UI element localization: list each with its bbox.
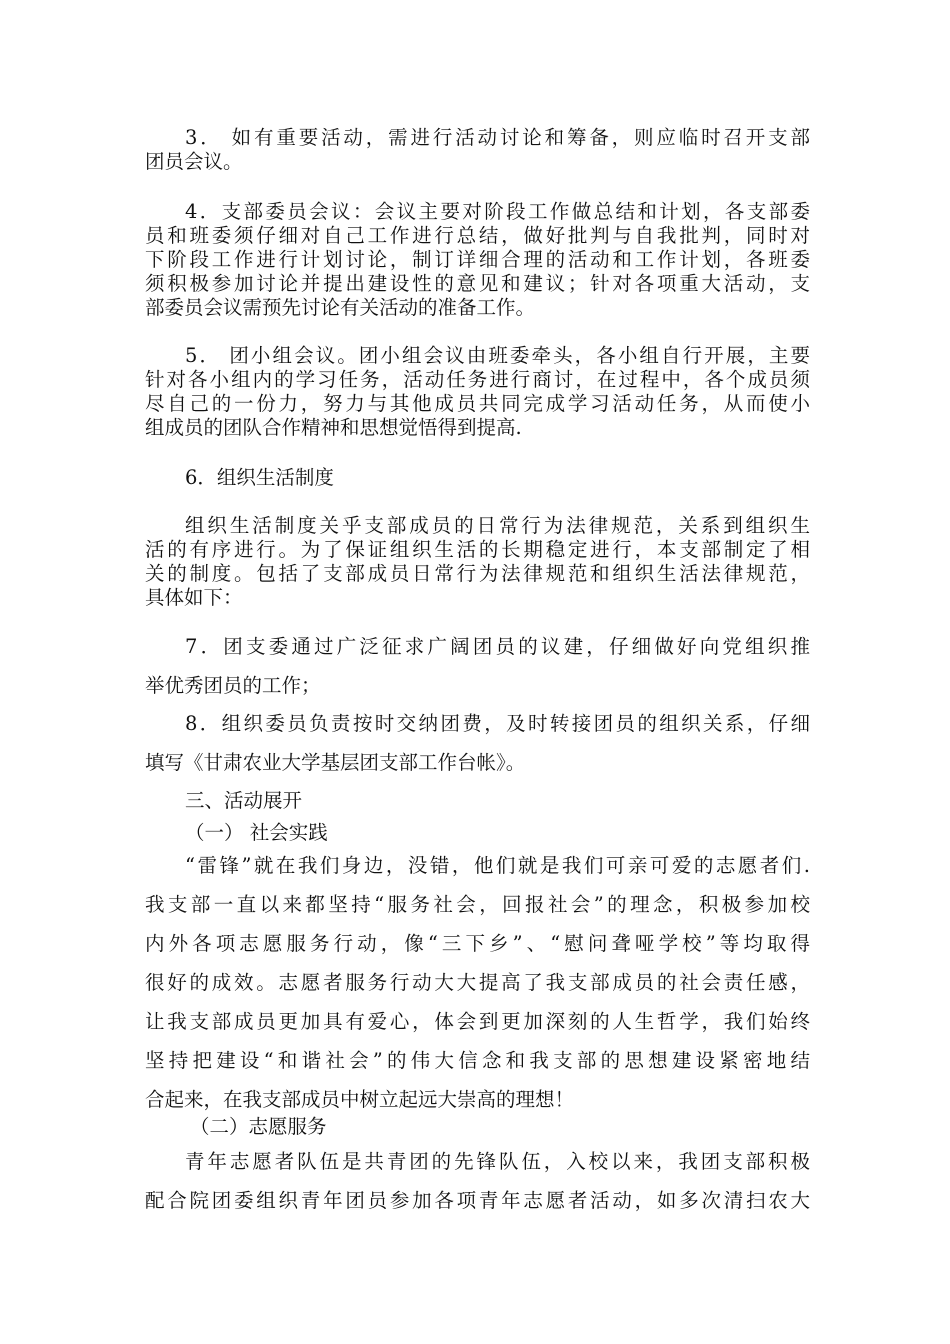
text-line: 三、活动展开 xyxy=(185,789,303,812)
text-line: 下阶段工作进行计划讨论，制订详细合理的活动和工作计划，各班委 xyxy=(145,248,810,271)
text-line: 关的制度。包括了支部成员日常行为法律规范和组织生活法律规范， xyxy=(145,562,810,585)
text-line: 活的有序进行。为了保证组织生活的长期稳定进行，本支部制定了相 xyxy=(145,538,810,561)
text-line: 合起来，在我支部成员中树立起远大崇高的理想！ xyxy=(145,1088,575,1111)
text-line: 组成员的团队合作精神和思想觉悟得到提高. xyxy=(145,416,522,439)
text-line: 3． 如有重要活动，需进行活动讨论和筹备，则应临时召开支部 xyxy=(185,126,810,149)
text-line: 组织生活制度关乎支部成员的日常行为法律规范，关系到组织生 xyxy=(185,514,810,537)
text-line: 让我支部成员更加具有爱心，体会到更加深刻的人生哲学，我们始终 xyxy=(145,1010,810,1033)
text-line: 坚持把建设“和谐社会”的伟大信念和我支部的思想建设紧密地结 xyxy=(145,1049,810,1072)
text-line: 青年志愿者队伍是共青团的先锋队伍，入校以来，我团支部积极 xyxy=(185,1150,810,1173)
paragraph-8 xyxy=(145,704,810,782)
paragraph-4 xyxy=(145,200,810,320)
paragraph-10 xyxy=(145,1142,810,1220)
text-line: 内外各项志愿服务行动，像“三下乡”、“慰问聋哑学校”等均取得 xyxy=(145,932,810,955)
text-line: 6．组织生活制度 xyxy=(185,466,334,489)
text-line: “雷锋”就在我们身边，没错，他们就是我们可亲可爱的志愿者们. xyxy=(185,854,810,877)
text-line: 举优秀团员的工作； xyxy=(145,674,321,697)
paragraph-7 xyxy=(145,627,810,705)
text-line: 须积极参加讨论并提出建设性的意见和建议；针对各项重大活动，支 xyxy=(145,272,810,295)
text-line: 尽自己的一份力，努力与其他成员共同完成学习活动任务，从而使小 xyxy=(145,392,810,415)
text-line: 针对各小组内的学习任务，活动任务进行商讨，在过程中，各个成员须 xyxy=(145,368,810,391)
text-line: 7．团支委通过广泛征求广阔团员的议建，仔细做好向党组织推 xyxy=(185,635,810,658)
text-line: （一） 社会实践 xyxy=(185,821,328,844)
text-line: 员和班委须仔细对自己工作进行总结，做好批判与自我批判，同时对 xyxy=(145,224,810,247)
text-line: 团员会议。 xyxy=(145,150,243,173)
text-line: 我支部一直以来都坚持“服务社会，回报社会”的理念，积极参加校 xyxy=(145,893,810,916)
text-line: （二）志愿服务 xyxy=(190,1115,327,1138)
text-line: 填写《甘肃农业大学基层团支部工作台帐》。 xyxy=(145,751,526,774)
paragraph-9 xyxy=(145,846,810,1119)
text-line: 部委员会议需预先讨论有关活动的准备工作。 xyxy=(145,296,536,319)
text-line: 很好的成效。志愿者服务行动大大提高了我支部成员的社会责任感， xyxy=(145,971,810,994)
text-line: 配合院团委组织青年团员参加各项青年志愿者活动，如多次清扫农大 xyxy=(145,1189,810,1212)
paragraph-3 xyxy=(145,126,810,174)
text-line: 具体如下： xyxy=(145,586,243,609)
heading-6 xyxy=(145,466,810,490)
subheading-2 xyxy=(145,1107,810,1146)
text-line: 4．支部委员会议：会议主要对阶段工作做总结和计划，各支部委 xyxy=(185,200,810,223)
text-line: 5． 团小组会议。团小组会议由班委牵头，各小组自行开展，主要 xyxy=(185,344,810,367)
paragraph-5 xyxy=(145,344,810,440)
paragraph-6b xyxy=(145,514,810,610)
text-line: 8．组织委员负责按时交纳团费，及时转接团员的组织关系，仔细 xyxy=(185,712,810,735)
